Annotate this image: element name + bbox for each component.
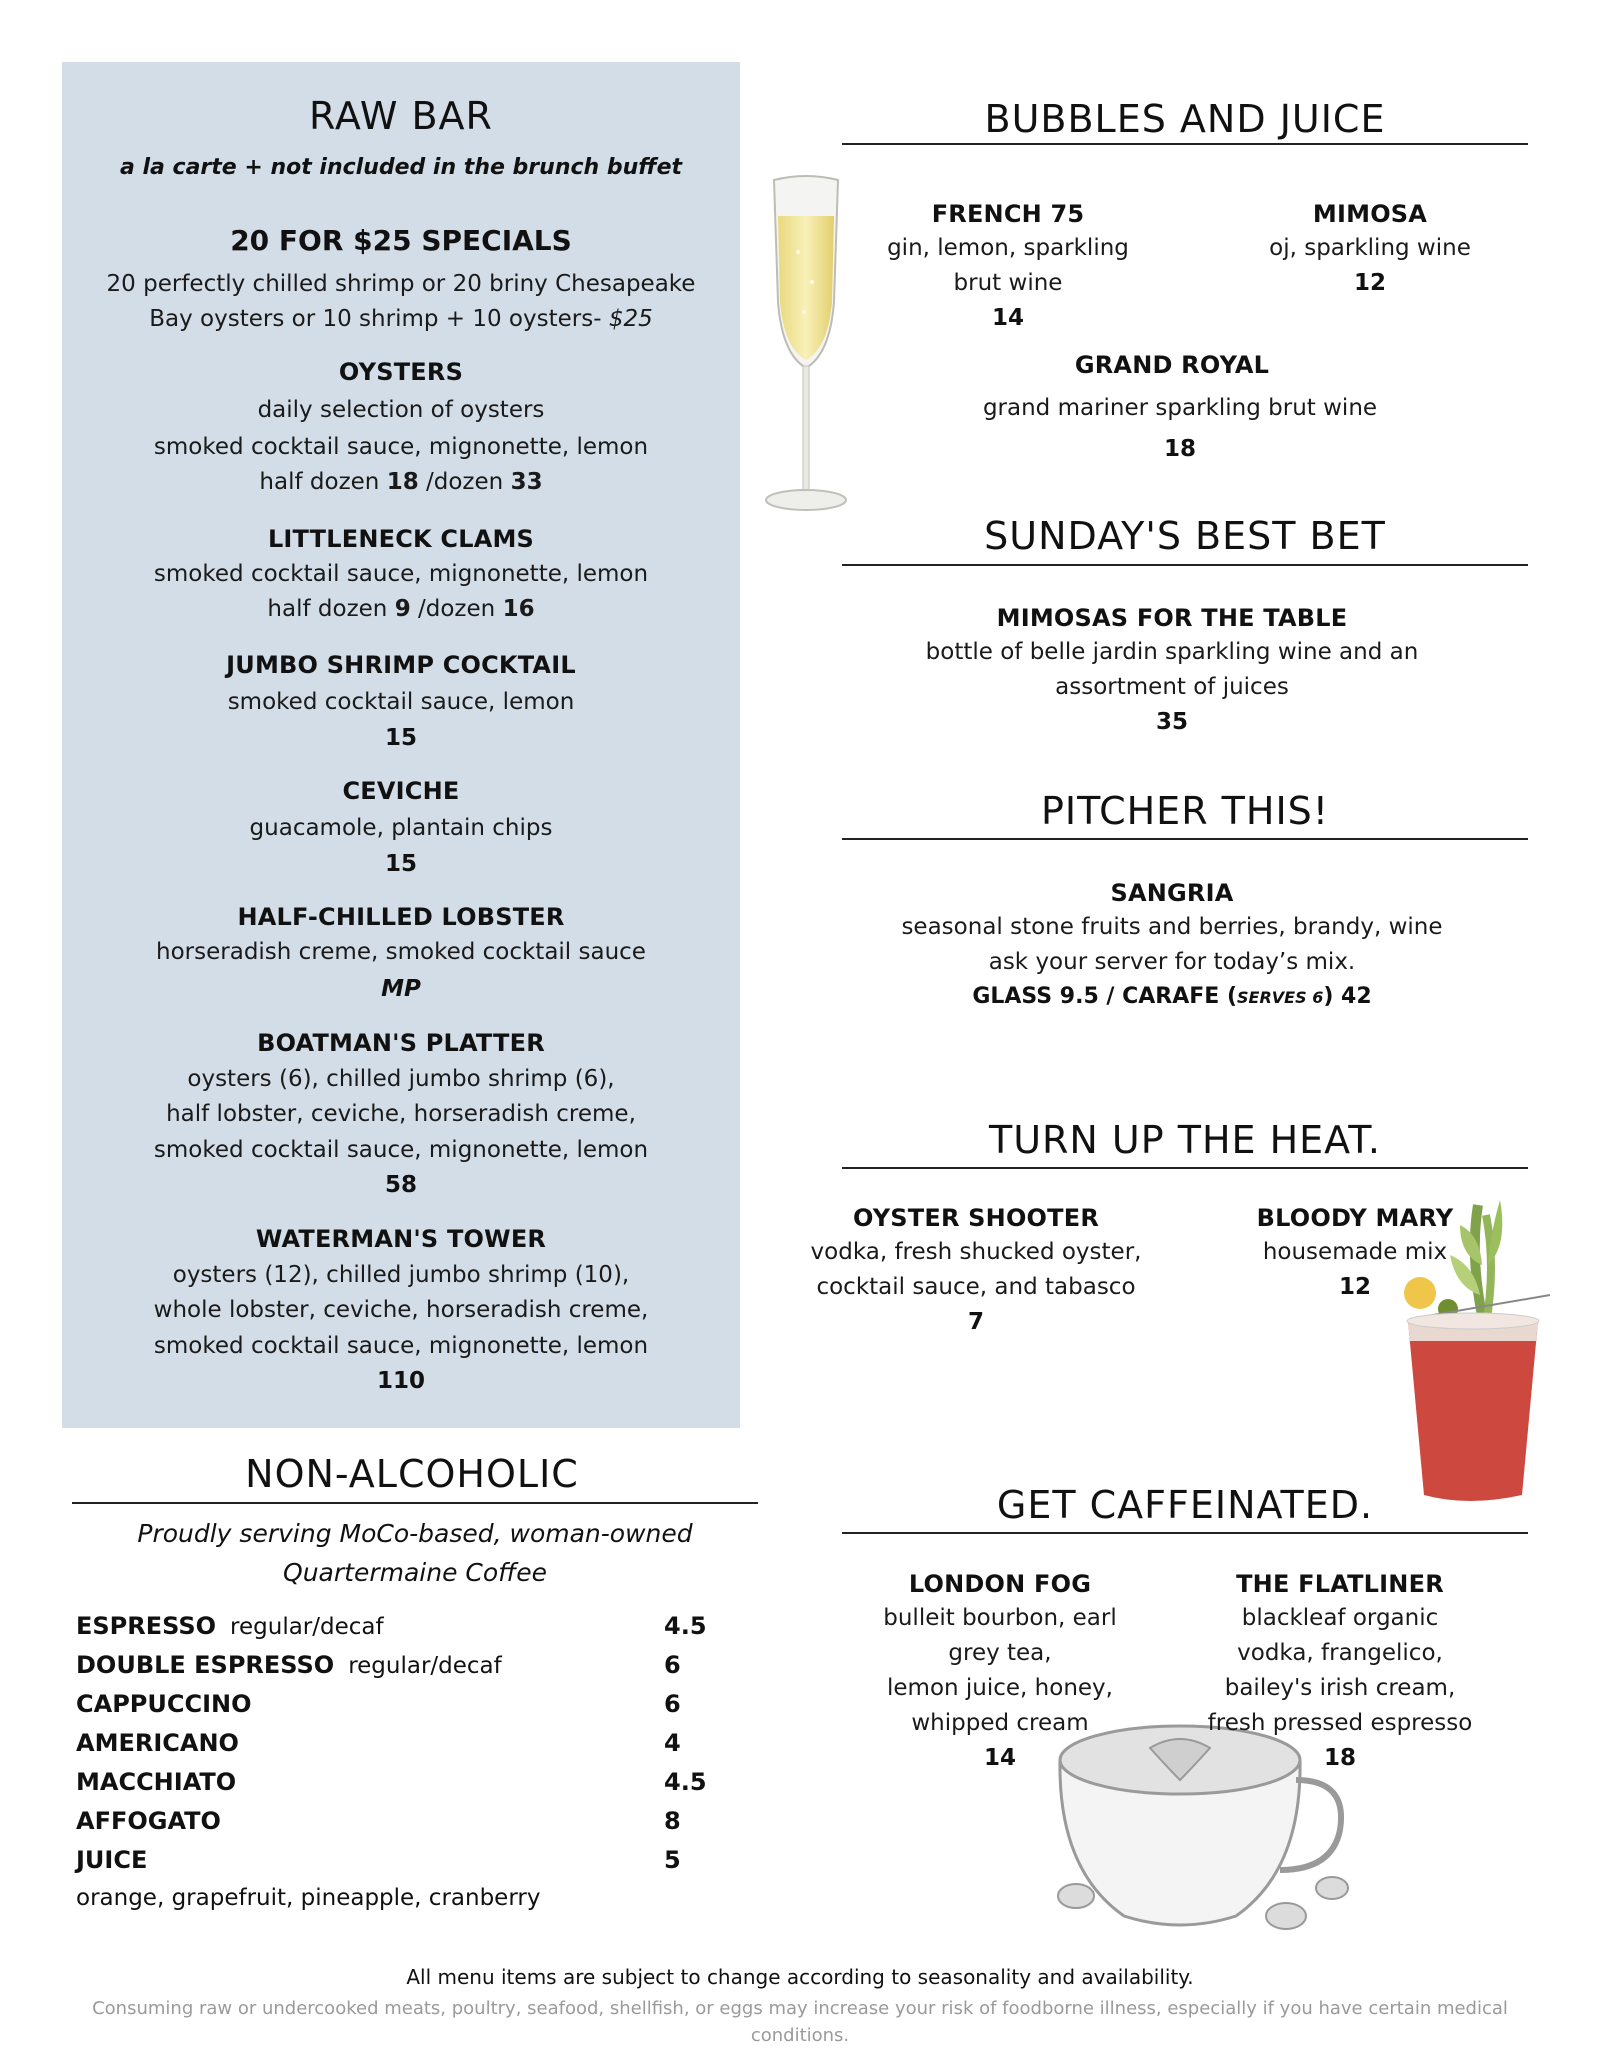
mimosas-table-desc-1: bottle of belle jardin sparkling wine and an	[925, 639, 1419, 665]
clams-price: half dozen 9 /dozen 16	[267, 596, 535, 622]
london-fog-name: LONDON FOG	[908, 1570, 1092, 1598]
ceviche-name: CEVICHE	[342, 777, 460, 805]
specials-price: $25	[608, 306, 653, 332]
london-fog-desc-1: bulleit bourbon, earl	[883, 1605, 1117, 1631]
oyster-shooter-block	[796, 1201, 1156, 1339]
mimosas-table-block	[842, 601, 1502, 739]
sangria-name: SANGRIA	[1110, 879, 1234, 907]
oysters-desc-2: smoked cocktail sauce, mignonette, lemon	[153, 434, 649, 460]
mimosa-block	[1230, 197, 1510, 300]
grand-royal-name: GRAND ROYAL	[1074, 351, 1270, 379]
french75-price: 14	[991, 305, 1024, 331]
waterman-price: 110	[376, 1368, 425, 1394]
na-item-macchiato: MACCHIATO 4.5	[76, 1763, 716, 1802]
na-item-juice: JUICE 5	[76, 1841, 716, 1880]
na-price: 8	[664, 1807, 681, 1835]
mimosa-name: MIMOSA	[1312, 200, 1428, 228]
london-fog-desc-3: lemon juice, honey,	[887, 1675, 1113, 1701]
sangria-desc-1: seasonal stone fruits and berries, brandy, wine	[901, 914, 1443, 940]
flatliner-block	[1180, 1567, 1500, 1775]
oyster-shooter-price: 7	[967, 1309, 984, 1335]
boatman-price: 58	[384, 1172, 417, 1198]
grand-royal-block	[942, 348, 1402, 382]
non-alcoholic-subtitle-1: Proudly serving MoCo-based, woman-owned	[137, 1519, 693, 1548]
waterman-name: WATERMAN'S TOWER	[255, 1225, 547, 1253]
caffeinated-rule	[842, 1532, 1528, 1534]
na-item-espresso: ESPRESSO regular/decaf 4.5	[76, 1607, 716, 1646]
waterman-desc-2: whole lobster, ceviche, horseradish creme,	[153, 1297, 649, 1323]
flatliner-name: THE FLATLINER	[1236, 1570, 1444, 1598]
flatliner-desc-1: blackleaf organic	[1241, 1605, 1439, 1631]
lobster-price: MP	[381, 976, 421, 1002]
boatman-desc-3: smoked cocktail sauce, mignonette, lemon	[153, 1137, 649, 1163]
oyster-shooter-desc-1: vodka, fresh shucked oyster,	[810, 1239, 1142, 1265]
raw-bar-subtitle: a la carte + not included in the brunch buffet	[119, 155, 683, 180]
mimosas-table-price: 35	[1155, 709, 1188, 735]
lobster-name: HALF-CHILLED LOBSTER	[237, 903, 565, 931]
specials-desc-2: Bay oysters or 10 shrimp + 10 oysters- $25	[149, 306, 653, 332]
non-alcoholic-subtitle-2: Quartermaine Coffee	[283, 1558, 547, 1587]
na-item-affogato: AFFOGATO 8	[76, 1802, 716, 1841]
flatliner-price: 18	[1323, 1745, 1356, 1771]
pitcher-rule	[842, 838, 1528, 840]
non-alcoholic-title: NON-ALCOHOLIC	[245, 1452, 579, 1496]
london-fog-desc-4: whipped cream	[911, 1710, 1089, 1736]
grand-royal-desc-1: grand mariner sparkling brut wine	[982, 395, 1378, 421]
footer-note: All menu items are subject to change according to seasonality and availability.	[406, 1965, 1194, 1989]
footer-disclaimer: Consuming raw or undercooked meats, poultry, seafood, shellfish, or eggs may increase your risk of foodborne illness, especially if you have certain medical conditions.	[92, 1998, 1508, 2046]
na-item-cappuccino: CAPPUCCINO 6	[76, 1685, 716, 1724]
na-price: 5	[664, 1846, 681, 1874]
oysters-price: half dozen 18 /dozen 33	[259, 469, 543, 495]
flatliner-desc-3: bailey's irish cream,	[1224, 1675, 1456, 1701]
mimosa-desc-1: oj, sparkling wine	[1269, 235, 1471, 261]
specials-desc-1: 20 perfectly chilled shrimp or 20 briny Chesapeake	[106, 271, 696, 297]
french75-name: FRENCH 75	[931, 200, 1085, 228]
flatliner-desc-2: vodka, frangelico,	[1237, 1640, 1443, 1666]
heat-title: TURN UP THE HEAT.	[988, 1118, 1382, 1162]
boatman-name: BOATMAN'S PLATTER	[257, 1029, 545, 1057]
non-alcoholic-rule	[72, 1502, 758, 1504]
flatliner-desc-4: fresh pressed espresso	[1207, 1710, 1473, 1736]
sangria-desc-2: ask your server for today’s mix.	[988, 949, 1356, 975]
bubbles-rule	[842, 143, 1528, 145]
oyster-shooter-name: OYSTER SHOOTER	[852, 1204, 1100, 1232]
london-fog-block	[860, 1567, 1140, 1775]
boatman-desc-2: half lobster, ceviche, horseradish creme,	[166, 1101, 636, 1127]
waterman-desc-1: oysters (12), chilled jumbo shrimp (10),	[172, 1262, 630, 1288]
oysters-desc-1: daily selection of oysters	[257, 397, 545, 423]
sundays-title: SUNDAY'S BEST BET	[984, 514, 1386, 558]
na-price: 4.5	[664, 1768, 707, 1796]
bloody-mary-price: 12	[1338, 1274, 1371, 1300]
clams-desc-1: smoked cocktail sauce, mignonette, lemon	[153, 561, 649, 587]
mimosas-table-name: MIMOSAS FOR THE TABLE	[996, 604, 1348, 632]
na-price: 6	[664, 1651, 681, 1679]
lobster-desc-1: horseradish creme, smoked cocktail sauce	[156, 939, 646, 965]
waterman-desc-3: smoked cocktail sauce, mignonette, lemon	[153, 1333, 649, 1359]
boatman-desc-1: oysters (6), chilled jumbo shrimp (6),	[187, 1066, 615, 1092]
juice-options: orange, grapefruit, pineapple, cranberry	[76, 1885, 541, 1911]
bloody-mary-name: BLOODY MARY	[1256, 1204, 1454, 1232]
french75-desc-2: brut wine	[953, 270, 1063, 296]
mimosas-table-desc-2: assortment of juices	[1055, 674, 1289, 700]
bubbles-title: BUBBLES AND JUICE	[984, 97, 1386, 141]
sangria-price: GLASS 9.5 / CARAFE (SERVES 6) 42	[972, 984, 1372, 1009]
london-fog-desc-2: grey tea,	[948, 1640, 1052, 1666]
bloody-mary-icon	[1390, 1195, 1560, 1510]
oysters-name: OYSTERS	[338, 358, 464, 386]
na-item-americano: AMERICANO 4	[76, 1724, 716, 1763]
raw-bar-title: RAW BAR	[309, 94, 493, 138]
caffeinated-title: GET CAFFEINATED.	[996, 1483, 1374, 1527]
mimosa-price: 12	[1353, 270, 1386, 296]
specials-name: 20 FOR $25 SPECIALS	[230, 224, 572, 257]
clams-name: LITTLENECK CLAMS	[267, 525, 535, 553]
heat-rule	[842, 1167, 1528, 1169]
na-price: 4.5	[664, 1612, 707, 1640]
ceviche-price: 15	[384, 851, 417, 877]
shrimp-desc-1: smoked cocktail sauce, lemon	[227, 689, 575, 715]
french75-block	[868, 197, 1148, 335]
oyster-shooter-desc-2: cocktail sauce, and tabasco	[816, 1274, 1136, 1300]
grand-royal-price: 18	[1163, 436, 1196, 462]
champagne-glass-icon	[760, 172, 852, 517]
sangria-block	[842, 876, 1502, 1015]
london-fog-price: 14	[983, 1745, 1016, 1771]
bloody-mary-desc-1: housemade mix	[1262, 1239, 1448, 1265]
ceviche-desc-1: guacamole, plantain chips	[249, 815, 553, 841]
pitcher-title: PITCHER THIS!	[1040, 789, 1330, 833]
shrimp-price: 15	[384, 725, 417, 751]
na-price: 4	[664, 1729, 681, 1757]
french75-desc-1: gin, lemon, sparkling	[887, 235, 1129, 261]
na-price: 6	[664, 1690, 681, 1718]
na-item-double-espresso: DOUBLE ESPRESSO regular/decaf 6	[76, 1646, 716, 1685]
sundays-rule	[842, 564, 1528, 566]
shrimp-name: JUMBO SHRIMP COCKTAIL	[226, 651, 576, 679]
